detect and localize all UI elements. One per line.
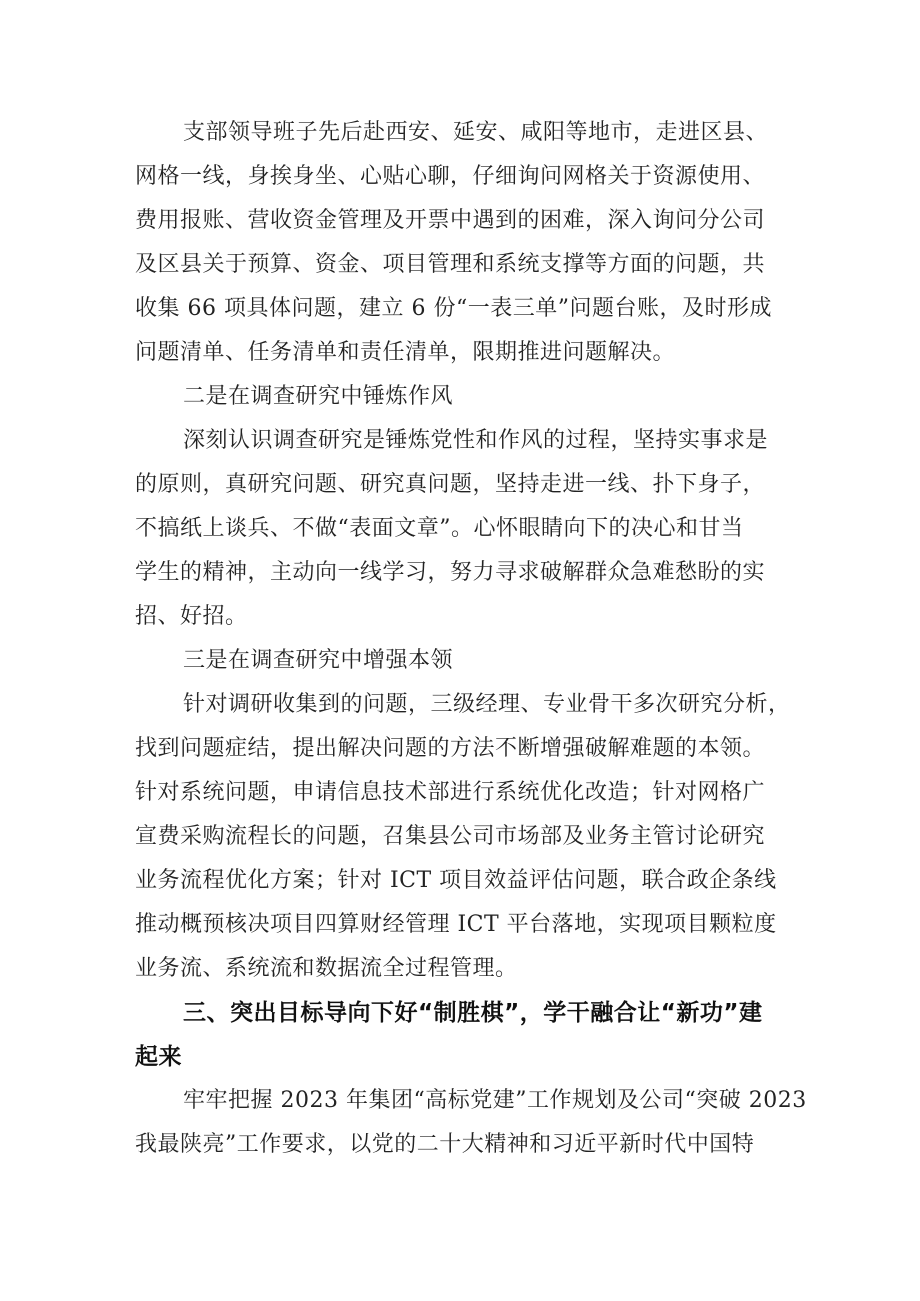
subheading-skills: 三是在调查研究中增强本领 bbox=[183, 648, 454, 673]
text-line: 收集 66 项具体问题，建立 6 份“一表三单”问题台账，及时形成 bbox=[135, 296, 772, 321]
text-line: 不搞纸上谈兵、不做“表面文章”。心怀眼睛向下的决心和甘当 bbox=[135, 516, 744, 541]
text-line: 深刻认识调查研究是锤炼党性和作风的过程，坚持实事求是 bbox=[183, 428, 769, 453]
text-line: 招、好招。 bbox=[135, 604, 248, 629]
heading-line: 三、突出目标导向下好“制胜棋”，学干融合让“新功”建 bbox=[183, 1000, 763, 1026]
text-line: 牢牢把握 2023 年集团“高标党建”工作规划及公司“突破 2023 bbox=[183, 1088, 807, 1113]
text-line: 费用报账、营收资金管理及开票中遇到的困难，深入询问分公司 bbox=[135, 208, 766, 233]
text-line: 网格一线，身挨身坐、心贴心聊，仔细询问网格关于资源使用、 bbox=[135, 164, 766, 189]
text-line: 的原则，真研究问题、研究真问题，坚持走进一线、扑下身子， bbox=[135, 472, 766, 497]
text-line: 学生的精神，主动向一线学习，努力寻求破解群众急难愁盼的实 bbox=[135, 560, 766, 585]
text-line: 宣费采购流程长的问题，召集县公司市场部及业务主管讨论研究 bbox=[135, 824, 766, 849]
text-line: 业务流程优化方案；针对 ICT 项目效益评估问题，联合政企条线 bbox=[135, 868, 777, 893]
text-line: 针对调研收集到的问题，三级经理、专业骨干多次研究分析， bbox=[183, 692, 791, 717]
text-line: 业务流、系统流和数据流全过程管理。 bbox=[135, 956, 518, 981]
text-line: 找到问题症结，提出解决问题的方法不断增强破解难题的本领。 bbox=[135, 736, 766, 761]
text-line: 支部领导班子先后赴西安、延安、咸阳等地市，走进区县、 bbox=[183, 120, 769, 145]
subheading-style: 二是在调查研究中锤炼作风 bbox=[183, 384, 454, 409]
text-line: 及区县关于预算、资金、项目管理和系统支撑等方面的问题，共 bbox=[135, 252, 766, 277]
text-line: 我最陕亮”工作要求，以党的二十大精神和习近平新时代中国特 bbox=[135, 1132, 755, 1157]
text-line: 问题清单、任务清单和责任清单，限期推进问题解决。 bbox=[135, 340, 676, 365]
text-line: 针对系统问题，申请信息技术部进行系统优化改造；针对网格广 bbox=[135, 780, 766, 805]
heading-line: 起来 bbox=[135, 1044, 182, 1070]
text-line: 推动概预核决项目四算财经管理 ICT 平台落地，实现项目颗粒度 bbox=[135, 912, 777, 937]
